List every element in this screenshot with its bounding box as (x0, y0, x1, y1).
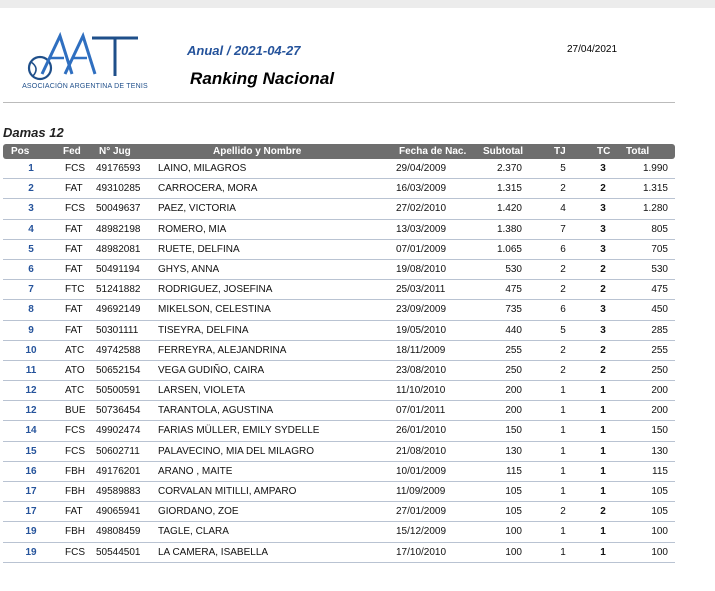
cell-total: 1.990 (642, 163, 668, 174)
cell-birth: 27/01/2009 (396, 506, 447, 518)
cell-tc: 2 (600, 183, 606, 195)
cell-tc: 1 (600, 486, 606, 497)
cell-pos: 3 (28, 203, 34, 215)
table-row (3, 240, 675, 260)
col-pos: Pos (11, 146, 30, 157)
cell-jug: 51241882 (96, 284, 141, 296)
cell-subtotal: 115 (506, 465, 522, 477)
cell-birth: 27/02/2010 (396, 203, 447, 215)
cell-name: LARSEN, VIOLETA (158, 385, 246, 397)
cell-birth: 18/11/2009 (396, 344, 446, 356)
cell-tj: 2 (560, 263, 566, 275)
header-divider (3, 102, 675, 103)
cell-fed: FAT (65, 263, 83, 275)
cell-name: LAINO, MILAGROS (158, 163, 247, 174)
cell-jug: 50491194 (96, 263, 140, 275)
table-row (3, 421, 675, 441)
cell-birth: 10/01/2009 (396, 465, 447, 477)
cell-subtotal: 1.420 (496, 203, 522, 215)
cell-name: RODRIGUEZ, JOSEFINA (158, 284, 273, 296)
cell-fed: BUE (65, 405, 86, 417)
table-row (3, 543, 675, 563)
table-row (3, 381, 675, 401)
cell-jug: 48982198 (96, 223, 141, 235)
cell-fed: FBH (65, 465, 85, 477)
cell-jug: 49742588 (96, 344, 141, 356)
cell-fed: FCS (65, 163, 85, 174)
cell-subtotal: 530 (505, 263, 522, 275)
cell-jug: 50602711 (96, 445, 140, 457)
cell-fed: FTC (65, 284, 85, 296)
cell-birth: 26/01/2010 (396, 425, 447, 437)
cell-name: TAGLE, CLARA (158, 526, 229, 538)
table-row (3, 179, 675, 199)
cell-name: CARROCERA, MORA (158, 183, 258, 195)
cell-birth: 13/03/2009 (396, 223, 447, 235)
cell-birth: 21/08/2010 (396, 445, 447, 457)
cell-total: 130 (651, 445, 668, 457)
cell-total: 475 (651, 284, 668, 296)
cell-pos: 6 (28, 263, 34, 275)
ranking-table (3, 159, 675, 563)
table-row (3, 220, 675, 240)
cell-birth: 11/10/2010 (396, 385, 446, 397)
col-birth: Fecha de Nac. (399, 146, 467, 157)
cell-tc: 1 (600, 385, 606, 397)
cell-birth: 15/12/2009 (396, 526, 447, 538)
cell-tj: 2 (560, 183, 566, 195)
table-row (3, 341, 675, 361)
cell-pos: 12 (25, 385, 37, 397)
org-name: ASOCIACIÓN ARGENTINA DE TENIS (22, 83, 148, 90)
cell-tc: 1 (600, 425, 606, 437)
cell-jug: 49065941 (96, 506, 141, 518)
cell-total: 200 (651, 405, 668, 417)
cell-tj: 1 (560, 425, 566, 437)
table-row (3, 442, 675, 462)
cell-tj: 1 (560, 405, 566, 417)
cell-tc: 1 (600, 465, 606, 477)
cell-tc: 1 (600, 445, 606, 457)
cell-name: LA CAMERA, ISABELLA (158, 546, 269, 558)
cell-tc: 3 (600, 243, 606, 255)
cell-birth: 25/03/2011 (396, 284, 446, 296)
cell-tj: 2 (560, 506, 566, 518)
cell-name: ROMERO, MIA (158, 223, 227, 235)
cell-fed: ATC (65, 385, 85, 397)
cell-pos: 10 (25, 344, 37, 356)
cell-tc: 3 (600, 223, 606, 235)
col-fed: Fed (63, 146, 81, 157)
cell-birth: 11/09/2009 (396, 486, 446, 497)
table-row (3, 199, 675, 219)
cell-jug: 50652154 (96, 364, 141, 376)
aat-logo-graphic (20, 30, 150, 85)
cell-jug: 49310285 (96, 183, 141, 195)
table-row (3, 522, 675, 542)
cell-tj: 4 (560, 203, 566, 215)
cell-total: 100 (651, 526, 668, 538)
cell-pos: 15 (25, 445, 37, 457)
cell-total: 450 (651, 304, 668, 316)
col-subtotal: Subtotal (483, 146, 523, 157)
cell-tj: 1 (560, 385, 566, 397)
aat-logo (20, 30, 150, 110)
cell-birth: 29/04/2009 (396, 163, 447, 174)
cell-total: 1.315 (642, 183, 668, 195)
cell-total: 255 (651, 344, 668, 356)
cell-fed: FCS (65, 203, 85, 215)
cell-tc: 3 (600, 304, 606, 316)
report-period: Anual / 2021-04-27 (187, 43, 301, 58)
table-row (3, 361, 675, 381)
cell-name: MIKELSON, CELESTINA (158, 304, 271, 316)
col-tc: TC (597, 146, 611, 157)
cell-fed: FAT (65, 223, 83, 235)
cell-tc: 2 (600, 364, 606, 376)
cell-tj: 6 (560, 243, 566, 255)
cell-tj: 2 (560, 344, 566, 356)
cell-total: 1.280 (642, 203, 668, 215)
cell-birth: 19/05/2010 (396, 324, 447, 336)
table-row (3, 401, 675, 421)
cell-total: 115 (652, 465, 668, 477)
cell-subtotal: 200 (505, 405, 522, 417)
cell-pos: 9 (28, 324, 34, 336)
cell-birth: 19/08/2010 (396, 263, 447, 275)
cell-total: 285 (651, 324, 668, 336)
cell-pos: 1 (28, 163, 34, 174)
cell-subtotal: 100 (505, 546, 522, 558)
cell-total: 105 (651, 506, 668, 518)
report-title: Ranking Nacional (190, 69, 335, 88)
cell-subtotal: 130 (505, 445, 522, 457)
cell-pos: 17 (25, 506, 37, 518)
cell-subtotal: 105 (505, 486, 522, 497)
cell-tj: 2 (560, 284, 566, 296)
cell-subtotal: 250 (505, 364, 522, 376)
cell-fed: FCS (65, 425, 85, 437)
cell-fed: ATO (65, 364, 85, 376)
col-name: Apellido y Nombre (213, 146, 302, 157)
cell-name: PAEZ, VICTORIA (158, 203, 236, 215)
cell-jug: 49176201 (96, 465, 141, 477)
cell-jug: 50544501 (96, 546, 141, 558)
cell-tj: 1 (560, 486, 566, 497)
cell-total: 250 (651, 364, 668, 376)
cell-name: RUETE, DELFINA (158, 243, 240, 255)
col-total: Total (626, 146, 650, 157)
cell-tc: 1 (600, 526, 606, 538)
cell-fed: FAT (65, 183, 83, 195)
cell-pos: 4 (28, 223, 34, 235)
cell-subtotal: 1.315 (496, 183, 522, 195)
cell-total: 805 (651, 223, 668, 235)
cell-fed: FCS (65, 445, 85, 457)
cell-total: 105 (651, 486, 668, 497)
cell-tj: 2 (560, 364, 566, 376)
cell-tc: 2 (600, 344, 606, 356)
cell-total: 200 (651, 385, 668, 397)
cell-jug: 48982081 (96, 243, 141, 255)
cell-total: 530 (651, 263, 668, 275)
table-row (3, 280, 675, 300)
cell-fed: ATC (65, 344, 85, 356)
cell-tj: 6 (560, 304, 566, 316)
cell-name: GHYS, ANNA (158, 263, 220, 275)
cell-subtotal: 2.370 (496, 163, 522, 174)
cell-name: TISEYRA, DELFINA (158, 324, 249, 336)
col-jug: N° Jug (99, 146, 131, 157)
category-title: Damas 12 (3, 125, 64, 140)
cell-tj: 5 (560, 324, 566, 336)
cell-jug: 49589883 (96, 486, 141, 497)
cell-subtotal: 440 (505, 324, 522, 336)
cell-name: VEGA GUDIÑO, CAIRA (158, 364, 265, 376)
cell-birth: 17/10/2010 (396, 546, 447, 558)
top-band (0, 0, 715, 8)
cell-fed: FBH (65, 526, 85, 538)
cell-tj: 1 (560, 445, 566, 457)
cell-jug: 50301111 (96, 324, 139, 336)
table-row (3, 482, 675, 502)
cell-jug: 49808459 (96, 526, 141, 538)
cell-pos: 7 (28, 284, 34, 296)
cell-birth: 07/01/2011 (396, 405, 446, 417)
cell-tc: 1 (600, 405, 606, 417)
cell-pos: 12 (25, 405, 37, 417)
table-row (3, 321, 675, 341)
cell-tc: 3 (600, 163, 606, 174)
cell-name: GIORDANO, ZOE (158, 506, 239, 518)
cell-tj: 1 (560, 465, 566, 477)
cell-fed: FAT (65, 304, 83, 316)
cell-tj: 1 (560, 546, 566, 558)
cell-name: FARIAS MÜLLER, EMILY SYDELLE (158, 425, 320, 437)
cell-pos: 2 (28, 183, 34, 195)
cell-tc: 2 (600, 263, 606, 275)
cell-tj: 5 (560, 163, 566, 174)
cell-jug: 50736454 (96, 405, 141, 417)
cell-tc: 1 (600, 546, 606, 558)
cell-subtotal: 735 (505, 304, 522, 316)
cell-subtotal: 1.380 (496, 223, 522, 235)
col-tj: TJ (554, 146, 566, 157)
cell-tc: 2 (600, 506, 606, 518)
cell-fed: FAT (65, 243, 83, 255)
cell-total: 705 (651, 243, 668, 255)
report-date: 27/04/2021 (567, 44, 618, 55)
cell-tj: 1 (560, 526, 566, 538)
cell-subtotal: 1.065 (496, 243, 522, 255)
cell-subtotal: 200 (505, 385, 522, 397)
table-row (3, 260, 675, 280)
cell-jug: 49902474 (96, 425, 141, 437)
table-row (3, 502, 675, 522)
cell-jug: 50049637 (96, 203, 141, 215)
cell-fed: FAT (65, 506, 83, 518)
table-row (3, 159, 675, 179)
cell-tc: 3 (600, 324, 606, 336)
cell-name: CORVALAN MITILLI, AMPARO (158, 486, 297, 497)
cell-pos: 8 (28, 304, 34, 316)
cell-pos: 11 (25, 364, 37, 376)
cell-subtotal: 255 (505, 344, 522, 356)
cell-jug: 49176593 (96, 163, 141, 174)
cell-fed: FAT (65, 324, 83, 336)
cell-tj: 7 (560, 223, 566, 235)
cell-birth: 23/08/2010 (396, 364, 447, 376)
cell-tc: 2 (600, 284, 606, 296)
cell-birth: 16/03/2009 (396, 183, 447, 195)
table-row (3, 300, 675, 320)
cell-birth: 07/01/2009 (396, 243, 447, 255)
table-header (3, 144, 675, 159)
cell-total: 150 (651, 425, 668, 437)
cell-subtotal: 100 (505, 526, 522, 538)
cell-subtotal: 150 (505, 425, 522, 437)
cell-jug: 50500591 (96, 385, 141, 397)
cell-name: TARANTOLA, AGUSTINA (158, 405, 274, 417)
cell-name: PALAVECINO, MIA DEL MILAGRO (158, 445, 314, 457)
cell-pos: 14 (25, 425, 37, 437)
cell-tc: 3 (600, 203, 606, 215)
cell-fed: FCS (65, 546, 85, 558)
cell-subtotal: 475 (505, 284, 522, 296)
cell-name: ARANO , MAITE (158, 465, 233, 477)
cell-pos: 5 (28, 243, 34, 255)
cell-pos: 19 (25, 546, 37, 558)
cell-fed: FBH (65, 486, 85, 497)
cell-subtotal: 105 (505, 506, 522, 518)
cell-birth: 23/09/2009 (396, 304, 447, 316)
cell-pos: 19 (25, 526, 37, 538)
cell-pos: 16 (25, 465, 37, 477)
cell-jug: 49692149 (96, 304, 141, 316)
table-row (3, 462, 675, 482)
cell-name: FERREYRA, ALEJANDRINA (158, 344, 287, 356)
cell-total: 100 (651, 546, 668, 558)
cell-pos: 17 (25, 486, 37, 497)
